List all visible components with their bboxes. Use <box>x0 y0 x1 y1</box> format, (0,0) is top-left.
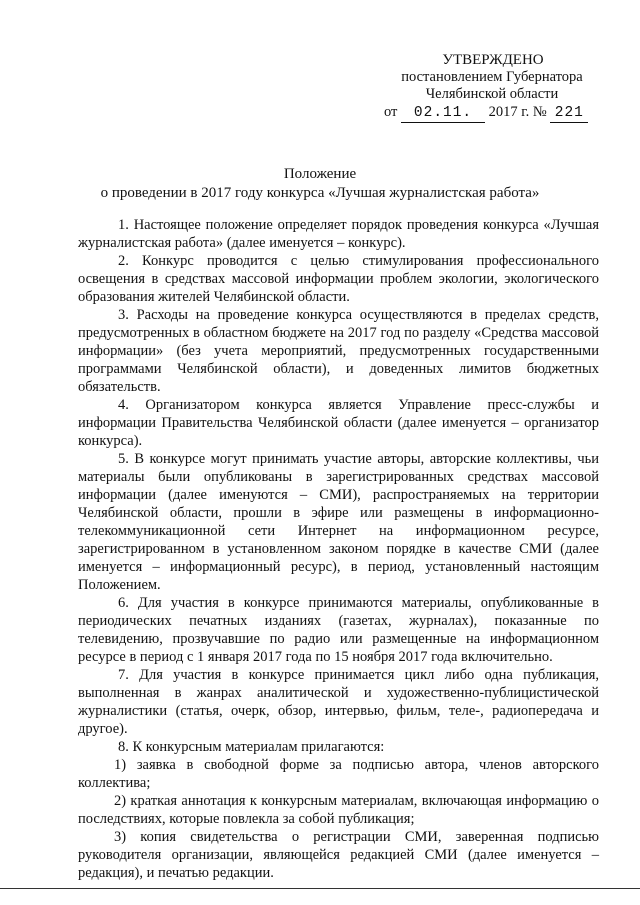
approval-stamp <box>360 52 610 123</box>
document-body <box>78 216 599 882</box>
paragraph-6: 6. Для участия в конкурсе принимаются материалы, опубликованные в периодических печатных изданиях (газетах, журналах), показанные по телевидению, прозвучавшие по радио или размещенные на информационном ресурсе в период с 1 января 2017 года по 15 ноября 2017 года включительно. <box>78 595 599 665</box>
page-bottom-rule <box>0 888 640 889</box>
paragraph-1: 1. Настоящее положение определяет порядок проведения конкурса «Лучшая журналистская работа» (далее именуется – конкурс). <box>78 217 599 251</box>
document-subtitle: о проведении в 2017 году конкурса «Лучшая журналистская работа» <box>100 185 540 201</box>
approval-line-decree: постановлением Губернатора <box>401 69 583 85</box>
document-title: Положение <box>283 166 357 182</box>
paragraph-4: 4. Организатором конкурса является Управление пресс-службы и информации Правительства Челябинской области (далее именуется – организатор конкурса). <box>78 397 599 449</box>
paragraph-8: 8. К конкурсным материалам прилагаются: <box>118 739 385 755</box>
list-item-3: 3) копия свидетельства о регистрации СМИ, заверенная подписью руководителя организации, являющейся редакцией СМИ (далее именуется – редакция), и печатью редакции. <box>78 829 599 881</box>
year-number-label: 2017 г. № <box>488 104 547 120</box>
approval-title: УТВЕРЖДЕНО <box>442 52 544 68</box>
date-value: 02.11. <box>401 105 485 123</box>
decree-number: 221 <box>550 105 588 123</box>
paragraph-7: 7. Для участия в конкурсе принимается цикл либо одна публикация, выполненная в жанрах аналитической и художественно-публицистической журналистики (статья, очерк, обзор, интервью, фильм, теле-, радиопередача и другое). <box>78 667 599 737</box>
paragraph-5: 5. В конкурсе могут принимать участие авторы, авторские коллективы, чьи материалы были опубликованы в зарегистрированных средствах массовой информации (далее именуются – СМИ), распространяемых на территории Челябинской области, прошли в эфире или размещены в информационно-телекоммуникационной сети Интернет на информационном ресурсе, зарегистрированном в установленном законом порядке в качестве СМИ (далее именуется – информационный ресурс), в период, установленный настоящим Положением. <box>78 451 599 593</box>
paragraph-2: 2. Конкурс проводится с целью стимулирования профессионального освещения в средствах массовой информации проблем экологии, экологического образования жителей Челябинской области. <box>78 253 599 305</box>
approval-line-region: Челябинской области <box>425 86 559 102</box>
approval-date-line <box>384 104 610 123</box>
date-prefix: от <box>384 104 398 120</box>
paragraph-3: 3. Расходы на проведение конкурса осуществляются в пределах средств, предусмотренных в областном бюджете на 2017 год по разделу «Средства массовой информации» (без учета мероприятий, предусмотренных государственными программами Челябинской области), и доведенных лимитов бюджетных обязательств. <box>78 307 599 395</box>
list-item-2: 2) краткая аннотация к конкурсным материалам, включающая информацию о последствиях, которые повлекла за собой публикация; <box>78 793 599 827</box>
list-item-1: 1) заявка в свободной форме за подписью автора, членов авторского коллектива; <box>78 757 599 791</box>
